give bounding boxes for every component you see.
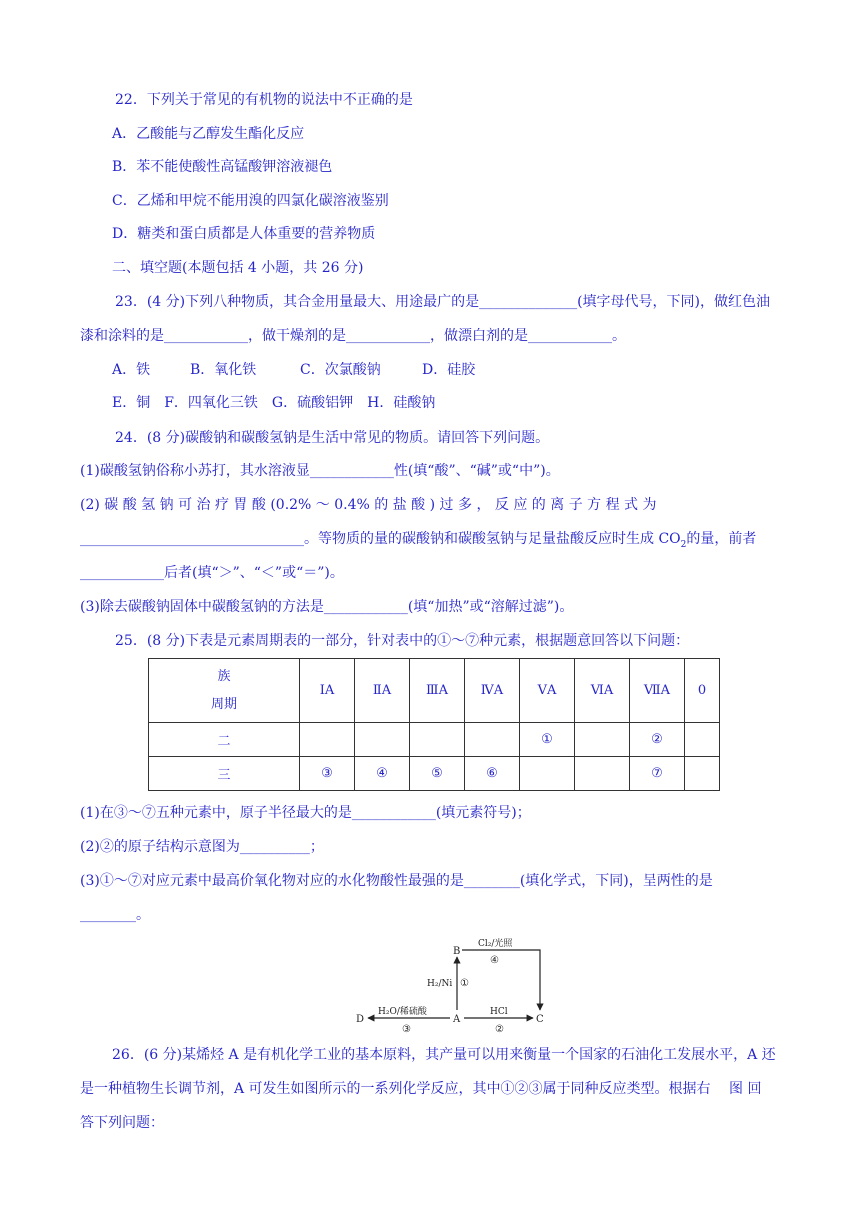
table-cell bbox=[685, 757, 720, 791]
q23-options-row2: E．铜 F．四氧化三铁 G．硫酸铝钾 H．硅酸钠 bbox=[112, 395, 436, 411]
table-cell bbox=[685, 723, 720, 757]
q23-option-b: B．氧化铁 bbox=[190, 362, 257, 378]
table-cell bbox=[410, 723, 465, 757]
group-header: ⅡA bbox=[355, 659, 410, 723]
q24-stem: 24．(8 分)碳酸钠和碳酸氢钠是生活中常见的物质。请回答下列问题。 bbox=[115, 430, 550, 446]
step-2: ② bbox=[495, 1024, 504, 1035]
table-cell: ⑥ bbox=[465, 757, 520, 791]
q24-part2-line2 bbox=[80, 529, 756, 555]
q24-part3: (3)除去碳酸钠固体中碳酸氢钠的方法是____________(填“加热”或“溶解过滤”)。 bbox=[80, 599, 574, 615]
label-a-d: H₂O/稀硫酸 bbox=[378, 1007, 427, 1017]
table-row bbox=[149, 757, 720, 791]
table-cell: ③ bbox=[300, 757, 355, 791]
node-c: C bbox=[536, 1014, 544, 1025]
q23-line1: 23．(4 分)下列八种物质，其合金用量最大、用途最广的是______________(填字母代号，下同)，做红色油 bbox=[115, 294, 771, 310]
q23-option-c: C．次氯酸钠 bbox=[300, 362, 381, 378]
group-header: ⅥA bbox=[575, 659, 630, 723]
q23-option-d: D．硅胶 bbox=[422, 362, 476, 378]
period-label: 三 bbox=[149, 757, 300, 791]
node-d: D bbox=[356, 1014, 365, 1025]
q25-part3-line1: (3)①～⑦对应元素中最高价氧化物对应的水化物酸性最强的是________(填化学式，下同)，呈两性的是 bbox=[80, 873, 713, 889]
table-cell: ⑤ bbox=[410, 757, 465, 791]
q24-part2-line1: (2) 碳 酸 氢 钠 可 治 疗 胃 酸 (0.2% ～ 0.4% 的 盐 酸 ) 过 多 ， 反 应 的 离 子 方 程 式 为 bbox=[80, 497, 657, 513]
q23-line2: 漆和涂料的是____________，做干燥剂的是____________，做漂白剂的是____________。 bbox=[80, 328, 626, 344]
q24-part2-blank: ________________________________ bbox=[80, 531, 304, 547]
step-1: ① bbox=[460, 978, 469, 989]
table-header-row bbox=[149, 659, 720, 723]
q22-option-a: A．乙酸能与乙醇发生酯化反应 bbox=[112, 126, 305, 142]
group-header: ⅤA bbox=[520, 659, 575, 723]
q26-line2: 是一种植物生长调节剂，A 可发生如图所示的一系列化学反应，其中①②③属于同种反应类型。根据右 图 回 bbox=[80, 1081, 762, 1097]
step-4: ④ bbox=[490, 955, 499, 966]
table-cell bbox=[575, 723, 630, 757]
q24-part2-subscript: 2 bbox=[680, 539, 687, 550]
table-cell bbox=[575, 757, 630, 791]
q23-option-a: A．铁 bbox=[112, 362, 151, 378]
q22-stem: 22．下列关于常见的有机物的说法中不正确的是 bbox=[115, 92, 413, 108]
table-cell: ④ bbox=[355, 757, 410, 791]
period-label: 二 bbox=[149, 723, 300, 757]
node-a: A bbox=[453, 1014, 461, 1025]
label-a-c: HCl bbox=[490, 1007, 508, 1017]
group-header: ⅢA bbox=[410, 659, 465, 723]
q26-line1: 26．(6 分)某烯烃 A 是有机化学工业的基本原料，其产量可以用来衡量一个国家的石油化工发展水平，A 还 bbox=[112, 1047, 776, 1063]
q25-part1: (1)在③～⑦五种元素中，原子半径最大的是____________(填元素符号)； bbox=[80, 805, 531, 821]
table-cell: ① bbox=[520, 723, 575, 757]
q22-option-b: B．苯不能使酸性高锰酸钾溶液褪色 bbox=[112, 159, 333, 175]
q25-part3-line2: ________。 bbox=[80, 907, 150, 923]
q25-part2: (2)②的原子结构示意图为__________； bbox=[80, 839, 324, 855]
table-cell bbox=[520, 757, 575, 791]
label-a-b: H₂/Ni bbox=[427, 979, 453, 989]
section-heading: 二、填空题(本题包括 4 小题，共 26 分) bbox=[112, 260, 364, 276]
q22-option-d: D．糖类和蛋白质都是人体重要的营养物质 bbox=[112, 226, 376, 242]
table-row bbox=[149, 723, 720, 757]
q25-stem: 25．(8 分)下表是元素周期表的一部分，针对表中的①～⑦种元素，根据题意回答以下问题： bbox=[115, 633, 690, 649]
step-3: ③ bbox=[402, 1024, 411, 1035]
table-cell: ⑦ bbox=[630, 757, 685, 791]
table-cell bbox=[465, 723, 520, 757]
table-corner-bottom: 周期 bbox=[210, 696, 237, 712]
group-header: ⅦA bbox=[630, 659, 685, 723]
group-header: ⅠA bbox=[300, 659, 355, 723]
q24-part2-line3: ____________后者(填“＞”、“＜”或“＝”)。 bbox=[80, 565, 344, 581]
q22-option-c: C．乙烯和甲烷不能用溴的四氯化碳溶液鉴别 bbox=[112, 193, 389, 209]
table-cell bbox=[355, 723, 410, 757]
q24-part1: (1)碳酸氢钠俗称小苏打，其水溶液显____________性(填“酸”、“碱”或“中”)。 bbox=[80, 463, 560, 479]
reaction-diagram bbox=[340, 935, 570, 1035]
group-header: ⅣA bbox=[465, 659, 520, 723]
table-cell: ② bbox=[630, 723, 685, 757]
group-header: 0 bbox=[685, 659, 720, 723]
table-corner-cell bbox=[149, 659, 300, 723]
q26-line3: 答下列问题： bbox=[80, 1115, 164, 1131]
table-cell bbox=[300, 723, 355, 757]
arrow-b-to-c bbox=[462, 950, 540, 1010]
q24-part2-text-a: 。等物质的量的碳酸钠和碳酸氢钠与足量盐酸反应时生成 CO bbox=[304, 531, 681, 547]
label-b-c: Cl₂/光照 bbox=[478, 939, 513, 949]
q24-part2-text-b: 的量，前者 bbox=[686, 531, 757, 547]
table-corner-top: 族 bbox=[217, 668, 231, 684]
periodic-table bbox=[148, 658, 720, 791]
node-b: B bbox=[453, 946, 461, 957]
